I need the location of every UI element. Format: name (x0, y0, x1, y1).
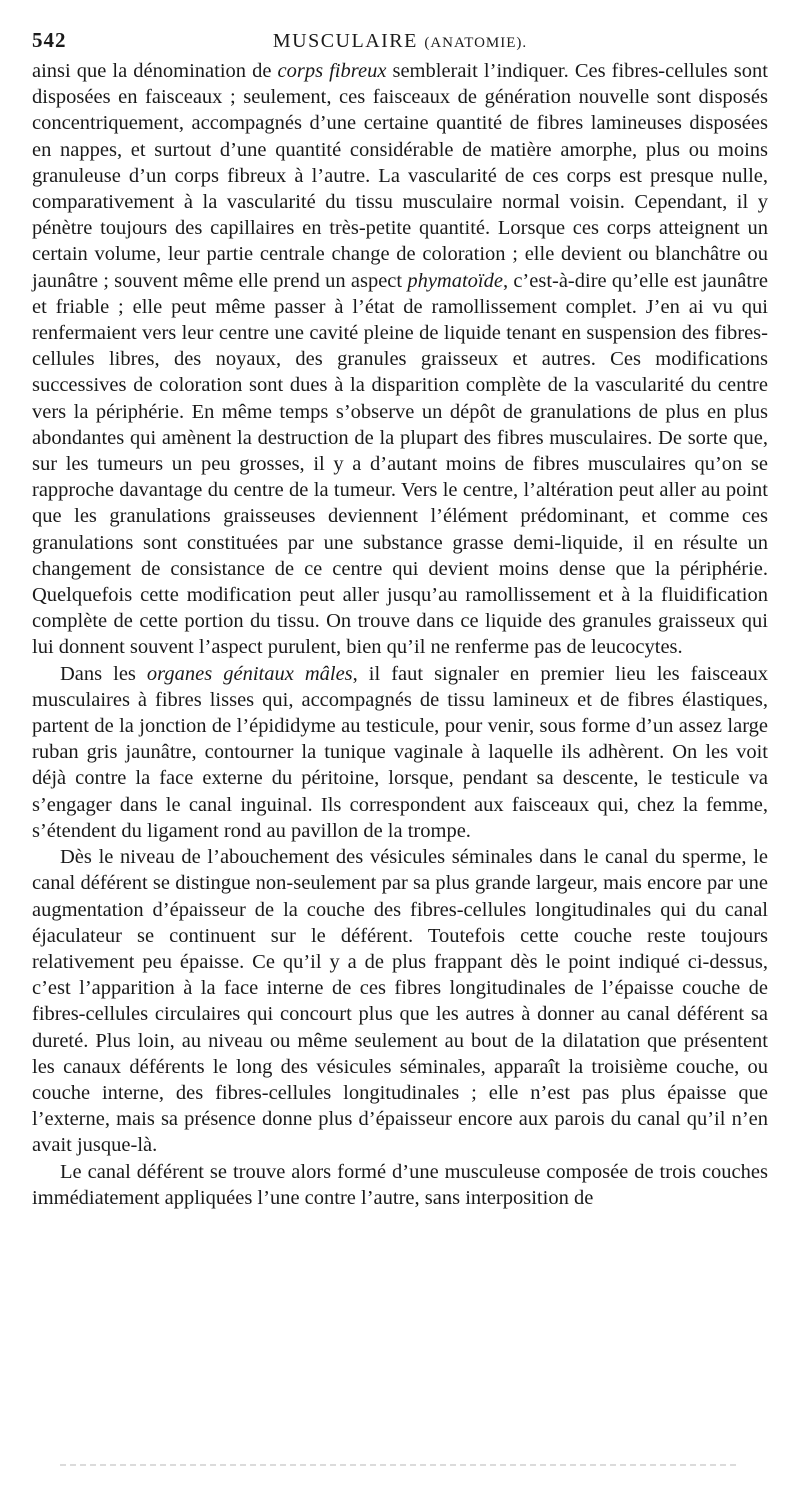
running-head (32, 30, 768, 53)
text-run: , c’est-à-dire qu’elle est jaunâtre et friable ; elle peut même passer à l’état de ramollissement complet. J’en ai vu qui renfermaient vers leur centre une cavité pleine de liquide tenant en suspension des fibres-cellules libres, des noyaux, des granules graisseux et autres. Ces modifications successives de coloration sont dues à la disparition complète de la vascularité du centre vers la périphérie. En même temps s’observe un dépôt de granulations de plus en plus abondantes qui amènent la destruction de la plupart des fibres musculaires. De sorte que, sur les tumeurs un peu grosses, il y a d’autant moins de fibres musculaires qu’on se rapproche davantage du centre de la tumeur. Vers le centre, l’altération peut aller au point que les granulations graisseuses deviennent l’élément prédominant, et comme ces granulations sont constituées par une substance grasse demi-liquide, il en résulte un changement de consistance de ce centre qui devient moins dense que la périphérie. Quelquefois cette modification peut aller jusqu’au ramollissement et à la fluidification complète de cette portion du tissu. On trouve dans ce liquide des granules graisseux qui lui donnent souvent l’aspect purulent, bien qu’il ne renferme pas de leucocytes. (32, 269, 768, 659)
paragraph (32, 661, 768, 844)
text-run: , il faut signaler en premier lieu les faisceaux musculaires à fibres lisses qui, accompagnés de tissu lamineux et de fibres élastiques, partent de la jonction de l’épididyme au testicule, pour venir, sous forme d’un assez large ruban gris jaunâtre, contourner la tunique vaginale à laquelle ils adhèrent. On les voit déjà contre la face externe du péritoine, lorsque, pendant sa descente, le testicule va s’engager dans le canal inguinal. Ils correspondent aux faisceaux qui, chez la femme, s’étendent du ligament rond au pavillon de la trompe. (32, 662, 768, 842)
italic-term: corps fibreux (277, 60, 387, 82)
bottom-rule (60, 1464, 740, 1466)
paragraph (32, 1159, 768, 1211)
text-run: ainsi que la dénomination de (32, 60, 278, 82)
paragraph (32, 58, 768, 661)
running-title: MUSCULAIRE (272, 30, 418, 52)
body-text (32, 58, 768, 1211)
text-run: semblerait l’indiquer. Ces fibres-cellules sont disposées en faisceaux ; seulement, ces faisceaux de génération nouvelle sont disposés concentriquement, accompagnés d’une certaine quantité de fibres lamineuses disposées en nappes, et surtout d’une quantité considérable de matière amorphe, plus ou moins granuleuse d’un corps fibreux à l’autre. La vascularité de ces corps est presque nulle, comparativement à la vascularité du tissu musculaire normal voisin. Cependant, il y pénètre toujours des capillaires en très-petite quantité. Lorsque ces corps atteignent un certain volume, leur partie centrale change de coloration ; elle devient ou blanchâtre ou jaunâtre ; souvent même elle prend un aspect (32, 60, 768, 292)
page-header (32, 28, 768, 58)
text-run: Dès le niveau de l’abouchement des vésicules séminales dans le canal du sperme, le canal déférent se distingue non-seulement par sa plus grande largeur, mais encore par une augmentation d’épaisseur de la couche des fibres-cellules longitudinales qui du canal éjaculateur se continuent sur le déférent. Toutefois cette couche reste toujours relativement peu épaisse. Ce qu’il y a de plus frappant dès le point indiqué ci-dessus, c’est l’apparition à la face interne de ces fibres longitudinales de l’épaisse couche de fibres-cellules circulaires qui concourt plus que les autres à donner au canal déférent sa dureté. Plus loin, au niveau ou même seulement au bout de la dilatation que présentent les canaux déférents le long des vésicules séminales, apparaît la troisième couche, ou couche interne, des fibres-cellules longitudinales ; elle n’est pas plus épaisse que l’externe, mais sa présence donne plus d’épaisseur encore aux parois du canal qu’il n’en avait jusque-là. (32, 846, 768, 1157)
paragraph (32, 844, 768, 1158)
text-run: Le canal déférent se trouve alors formé d’une musculeuse composée de trois couches immédiatement appliquées l’une contre l’autre, sans interposition de (32, 1160, 768, 1209)
running-subtitle: (ANATOMIE). (424, 35, 528, 51)
document-page (32, 28, 768, 1211)
italic-term: phymatoïde (407, 269, 503, 292)
italic-term: organes génitaux mâles (146, 662, 353, 685)
page-number: 542 (32, 28, 67, 52)
text-run: Dans les (60, 662, 147, 685)
